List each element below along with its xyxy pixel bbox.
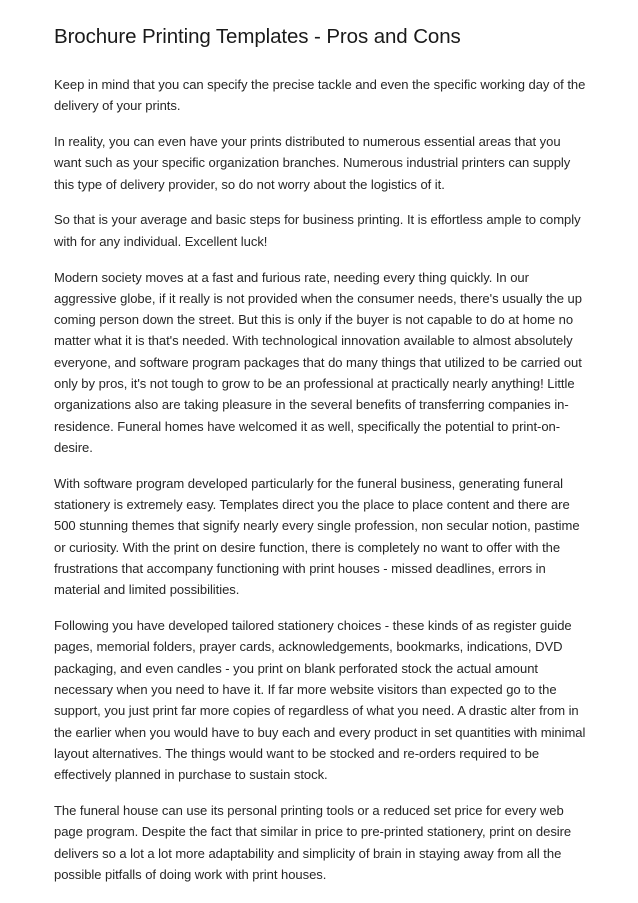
paragraph-modern-society: Modern society moves at a fast and furious rate, needing every thing quickly. In our aggressive globe, if it really is not provided when the consumer needs, there's usually the up coming person down the street. But this is only if the buyer is not capable to do at home no matter what it is that's needed. With technological innovation available to almost absolutely everyone, and software program packages that do many things that utilized to be carried out only by pros, it's not tough to grow to be an professional at practically nearly anything! Little organizations also are taking pleasure in the several benefits of transferring companies in-residence. Funeral homes have welcomed it as well, specifically the potential to print-on-desire. [54, 269, 582, 455]
document-title: Brochure Printing Templates - Pros and Cons [54, 25, 461, 48]
document-page [54, 22, 588, 900]
paragraph-funeral-software: With software program developed particularly for the funeral business, generating funeral stationery is extremely easy. Templates direct you the place to place content and there are 500 stunning themes that signify nearly every single profession, non secular notion, pastime or curiosity. With the print on desire function, there is completely no want to offer with the frustrations that accompany functioning with print houses - missed deadlines, errors in material and limited possibilities. [54, 475, 580, 598]
paragraph-stationery-choices: Following you have developed tailored stationery choices - these kinds of as register guide pages, memorial folders, prayer cards, acknowledgements, bookmarks, indications, DVD packaging, and even candles - you print on blank perforated stock the actual amount necessary when you need to have it. If far more website visitors than expected go to the support, you just print far more copies of regardless of what you need. A drastic alter from in the earlier when you would have to buy each and every product in set quantities with minimal layout alternatives. The things would want to be stocked and re-orders required to be effectively planned in purchase to sustain stock. [54, 618, 586, 783]
paragraph-delivery-details: Keep in mind that you can specify the precise tackle and even the specific working day of the delivery of your prints. [54, 77, 586, 114]
paragraph-basic-steps: So that is your average and basic steps for business printing. It is effortless ample to comply with for any individual. Excellent luck! [54, 212, 581, 249]
paragraph-distribution: In reality, you can even have your prints distributed to numerous essential areas that you want such as your specific organization branches. Numerous industrial printers can supply this type of delivery provider, so do not worry about the logistics of it. [54, 134, 571, 192]
paragraph-funeral-house: The funeral house can use its personal printing tools or a reduced set price for every web page program. Despite the fact that similar in price to pre-printed stationery, print on desire delivers so a lot a lot more adaptability and simplicity of brain in staying away from all the possible pitfalls of doing work with print houses. [54, 802, 572, 882]
